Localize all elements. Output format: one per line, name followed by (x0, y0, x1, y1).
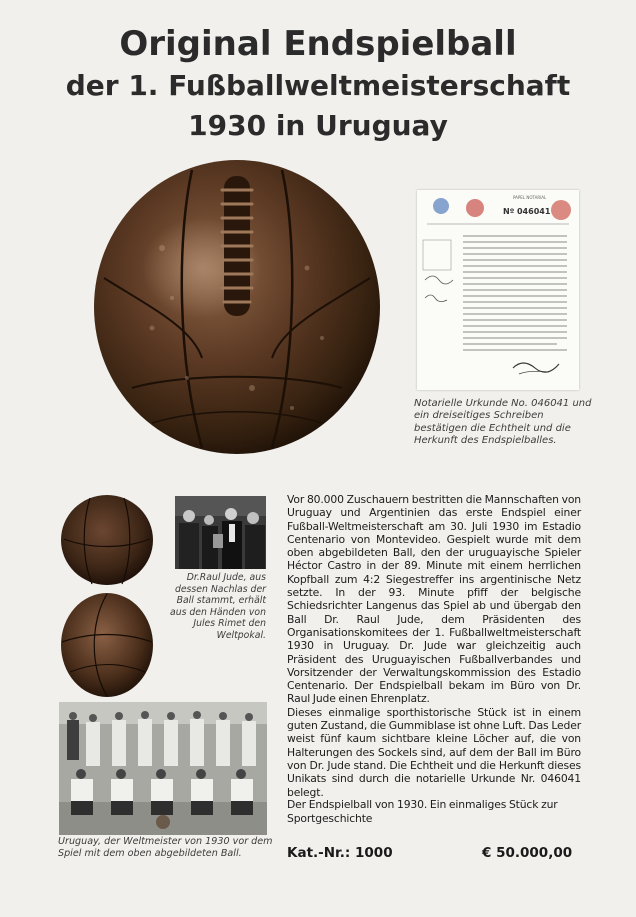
page-title-line-2: der 1. Fußballweltmeisterschaft (65, 69, 571, 102)
certificate-number: Nº 046041 (503, 207, 551, 216)
page-title-line-1: Original Endspielball (119, 24, 517, 64)
jude-photo-caption: Dr.Raul Jude, aus dessen Nachlas der Ball stammt, erhält aus den Händen von Jules Rimet den Weltpokal. (170, 572, 266, 641)
price: € 50.000,00 (482, 845, 573, 861)
catalog-number: Kat.-Nr.: 1000 (287, 845, 393, 861)
certificate-caption: Notarielle Urkunde No. 046041 und ein dreiseitiges Schreiben bestätigen die Echtheit und die Herkunft des Endspielballes. (414, 398, 592, 447)
photo-jude-rimet (175, 496, 266, 569)
description-paragraph-1: Vor 80.000 Zuschauern bestritten die Mannschaften von Uruguay und Argentinien das erste Endspiel einer Fußball-Weltmeisterschaft am 30. Juli 1930 im Estadio Centenario von Montevideo. Gespielt wurde mit dem oben abgebildeten Ball, den der uruguayische Spieler Héctor Castro in der 89. Minute mit einem herrlichen Kopfball zum 4:2 Siegestreffer ins argentinische Netz setzte. In der 93. Minute pfiff der belgische Schiedsrichter Langenus das Spiel ab und übergab den Ball Dr. Raul Jude, dem Präsidenten des Organisationskomitees der 1. Fußballweltmeisterschaft 1930 in Uruguay. Dr. Jude war gleichzeitig auch Präsident des Uruguayischen Fußballverbandes und Vorsitzender der Verwaltungskommission des Estadio Centenario. Der Endspielball bekam im Büro von Dr. Raul Jude einen Ehrenplatz. (287, 493, 581, 706)
certificate-document-image (417, 190, 579, 390)
main-ball-image (92, 158, 382, 456)
page-title-line-3: 1930 in Uruguay (188, 109, 448, 142)
description-paragraph-2: Dieses einmalige sporthistorische Stück ist in einem guten Zustand, die Gummiblase ist ohne Luft. Das Leder weist fünf kaum sichtbare kleine Löcher auf, die von Halterungen des Sockels sind, auf dem der Ball im Büro von Dr. Jude stand. Die Echtheit und die Herkunft dieses Unikats sind durch die notarielle Urkunde Nr. 046041 belegt. (287, 705, 581, 799)
team-photo-caption: Uruguay, der Weltmeister von 1930 vor dem Spiel mit dem oben abgebildeten Ball. (58, 836, 273, 859)
ball-image-side (60, 592, 154, 698)
ball-image-front (60, 494, 154, 586)
svg-text:PAPEL NOTARIAL: PAPEL NOTARIAL (513, 195, 547, 200)
description-text (287, 493, 581, 799)
photo-uruguay-team (59, 702, 267, 835)
closing-line: Der Endspielball von 1930. Ein einmaliges Stück zur Sportgeschichte (287, 798, 558, 825)
notarial-certificate (417, 190, 579, 390)
